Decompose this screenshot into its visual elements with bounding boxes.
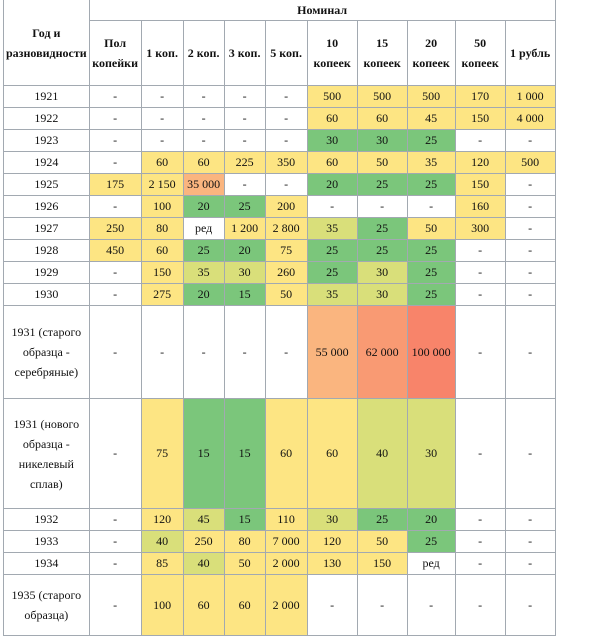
value-cell: 25 [407, 531, 455, 553]
value-cell: - [89, 306, 141, 399]
value-cell: 40 [141, 531, 183, 553]
value-cell: 25 [307, 262, 357, 284]
value-cell: - [455, 284, 505, 306]
value-cell: - [505, 284, 555, 306]
value-cell: 25 [224, 196, 265, 218]
value-cell: - [455, 306, 505, 399]
value-cell: 15 [224, 399, 265, 509]
value-cell: 100 000 [407, 306, 455, 399]
value-cell: - [89, 399, 141, 509]
value-cell: - [505, 240, 555, 262]
value-cell: - [89, 108, 141, 130]
value-cell: 2 000 [265, 553, 307, 575]
value-cell: - [89, 86, 141, 108]
table-row [4, 130, 556, 152]
value-cell: 25 [357, 240, 407, 262]
year-cell: 1926 [4, 196, 90, 218]
value-cell: 500 [407, 86, 455, 108]
value-cell: 60 [307, 152, 357, 174]
value-cell: 25 [407, 174, 455, 196]
value-cell: - [505, 306, 555, 399]
value-cell: ред [407, 553, 455, 575]
value-cell: 30 [224, 262, 265, 284]
value-cell: - [455, 240, 505, 262]
value-cell: - [357, 575, 407, 636]
value-cell: 30 [357, 262, 407, 284]
value-cell: - [265, 86, 307, 108]
table-row [4, 262, 556, 284]
value-cell: - [455, 531, 505, 553]
table-row [4, 399, 556, 509]
value-cell: 50 [357, 531, 407, 553]
value-cell: - [141, 306, 183, 399]
value-cell: 30 [357, 130, 407, 152]
table-row [4, 196, 556, 218]
denomination-header: Пол копейки [89, 21, 141, 86]
table-row [4, 86, 556, 108]
value-cell: ред [183, 218, 224, 240]
value-cell: - [505, 130, 555, 152]
year-cell: 1927 [4, 218, 90, 240]
value-cell: - [224, 86, 265, 108]
value-cell: - [224, 130, 265, 152]
value-cell: 35 000 [183, 174, 224, 196]
value-cell: - [89, 262, 141, 284]
denomination-header: 3 коп. [224, 21, 265, 86]
value-cell: - [455, 553, 505, 575]
value-cell: 25 [407, 130, 455, 152]
table-row [4, 553, 556, 575]
value-cell: 30 [407, 399, 455, 509]
value-cell: 40 [357, 399, 407, 509]
year-cell: 1928 [4, 240, 90, 262]
value-cell: 50 [407, 218, 455, 240]
value-cell: - [224, 306, 265, 399]
value-cell: 500 [307, 86, 357, 108]
value-cell: 25 [407, 262, 455, 284]
denomination-group-header: Номинал [89, 0, 555, 21]
denomination-header: 1 рубль [505, 21, 555, 86]
value-cell: - [89, 509, 141, 531]
value-cell: - [455, 130, 505, 152]
value-cell: 60 [183, 575, 224, 636]
value-cell: - [89, 575, 141, 636]
denomination-header: 15 копеек [357, 21, 407, 86]
value-cell: 150 [455, 108, 505, 130]
value-cell: - [357, 196, 407, 218]
value-cell: - [89, 196, 141, 218]
value-cell: 25 [357, 509, 407, 531]
value-cell: 150 [455, 174, 505, 196]
value-cell: - [141, 130, 183, 152]
value-cell: 50 [357, 152, 407, 174]
table-row [4, 284, 556, 306]
table-row [4, 108, 556, 130]
value-cell: 35 [307, 284, 357, 306]
value-cell: - [141, 86, 183, 108]
value-cell: - [307, 196, 357, 218]
year-cell: 1931 (нового образца - никелевый сплав) [4, 399, 90, 509]
value-cell: 2 800 [265, 218, 307, 240]
value-cell: 85 [141, 553, 183, 575]
value-cell: 200 [265, 196, 307, 218]
table-row [4, 174, 556, 196]
value-cell: - [407, 196, 455, 218]
value-cell: 100 [141, 575, 183, 636]
value-cell: 80 [224, 531, 265, 553]
value-cell: 40 [183, 553, 224, 575]
value-cell: 35 [407, 152, 455, 174]
value-cell: 15 [183, 399, 224, 509]
value-cell: 20 [183, 196, 224, 218]
value-cell: 25 [357, 174, 407, 196]
value-cell: 275 [141, 284, 183, 306]
year-cell: 1930 [4, 284, 90, 306]
value-cell: 120 [141, 509, 183, 531]
value-cell: 130 [307, 553, 357, 575]
value-cell: 120 [307, 531, 357, 553]
denomination-header: 50 копеек [455, 21, 505, 86]
value-cell: 175 [89, 174, 141, 196]
value-cell: 15 [224, 284, 265, 306]
value-cell: 45 [407, 108, 455, 130]
value-cell: - [224, 174, 265, 196]
value-cell: - [183, 108, 224, 130]
table-row [4, 218, 556, 240]
value-cell: 300 [455, 218, 505, 240]
value-cell: 25 [407, 284, 455, 306]
value-cell: - [183, 130, 224, 152]
value-cell: 60 [224, 575, 265, 636]
value-cell: - [505, 575, 555, 636]
value-cell: 60 [141, 152, 183, 174]
year-cell: 1932 [4, 509, 90, 531]
value-cell: - [265, 174, 307, 196]
value-cell: - [455, 262, 505, 284]
value-cell: 75 [265, 240, 307, 262]
value-cell: 1 000 [505, 86, 555, 108]
value-cell: - [265, 130, 307, 152]
value-cell: 2 000 [265, 575, 307, 636]
value-cell: - [505, 262, 555, 284]
value-cell: 100 [141, 196, 183, 218]
value-cell: 30 [307, 509, 357, 531]
value-cell: 60 [307, 108, 357, 130]
value-cell: - [455, 509, 505, 531]
value-cell: 25 [307, 240, 357, 262]
value-cell: 35 [183, 262, 224, 284]
value-cell: - [407, 575, 455, 636]
value-cell: - [89, 553, 141, 575]
denomination-header: 10 копеек [307, 21, 357, 86]
value-cell: 500 [505, 152, 555, 174]
value-cell: 160 [455, 196, 505, 218]
year-header: Год и разновидности [4, 0, 90, 86]
value-cell: 45 [183, 509, 224, 531]
value-cell: 25 [183, 240, 224, 262]
coin-price-table [3, 0, 556, 636]
table-row [4, 509, 556, 531]
value-cell: 20 [224, 240, 265, 262]
value-cell: 500 [357, 86, 407, 108]
table-row [4, 240, 556, 262]
value-cell: 30 [307, 130, 357, 152]
year-cell: 1929 [4, 262, 90, 284]
table-row [4, 531, 556, 553]
value-cell: 50 [224, 553, 265, 575]
value-cell: - [455, 399, 505, 509]
value-cell: 250 [89, 218, 141, 240]
value-cell: 25 [357, 218, 407, 240]
value-cell: - [307, 575, 357, 636]
value-cell: 60 [307, 399, 357, 509]
year-cell: 1923 [4, 130, 90, 152]
table-row [4, 152, 556, 174]
value-cell: - [265, 108, 307, 130]
table-row [4, 575, 556, 636]
value-cell: 50 [265, 284, 307, 306]
value-cell: 2 150 [141, 174, 183, 196]
value-cell: 20 [307, 174, 357, 196]
value-cell: 60 [265, 399, 307, 509]
denomination-header: 1 коп. [141, 21, 183, 86]
year-cell: 1933 [4, 531, 90, 553]
year-cell: 1925 [4, 174, 90, 196]
value-cell: 80 [141, 218, 183, 240]
value-cell: 20 [183, 284, 224, 306]
header-row-group [4, 0, 556, 21]
value-cell: - [505, 196, 555, 218]
value-cell: 260 [265, 262, 307, 284]
value-cell: 350 [265, 152, 307, 174]
value-cell: - [89, 284, 141, 306]
value-cell: 7 000 [265, 531, 307, 553]
value-cell: 120 [455, 152, 505, 174]
value-cell: - [505, 553, 555, 575]
value-cell: - [89, 152, 141, 174]
denomination-header: 20 копеек [407, 21, 455, 86]
year-cell: 1935 (старого образца) [4, 575, 90, 636]
value-cell: 450 [89, 240, 141, 262]
value-cell: 62 000 [357, 306, 407, 399]
value-cell: 170 [455, 86, 505, 108]
value-cell: 55 000 [307, 306, 357, 399]
value-cell: 60 [183, 152, 224, 174]
value-cell: - [89, 130, 141, 152]
value-cell: 30 [357, 284, 407, 306]
value-cell: - [505, 399, 555, 509]
value-cell: - [505, 531, 555, 553]
value-cell: - [505, 509, 555, 531]
table-row [4, 306, 556, 399]
value-cell: - [141, 108, 183, 130]
year-cell: 1934 [4, 553, 90, 575]
value-cell: 60 [141, 240, 183, 262]
value-cell: - [455, 575, 505, 636]
value-cell: 150 [141, 262, 183, 284]
value-cell: 110 [265, 509, 307, 531]
denomination-header: 5 коп. [265, 21, 307, 86]
value-cell: 150 [357, 553, 407, 575]
year-cell: 1931 (старого образца - серебряные) [4, 306, 90, 399]
value-cell: - [224, 108, 265, 130]
value-cell: - [265, 306, 307, 399]
year-cell: 1924 [4, 152, 90, 174]
value-cell: 75 [141, 399, 183, 509]
value-cell: - [505, 218, 555, 240]
value-cell: 4 000 [505, 108, 555, 130]
value-cell: 35 [307, 218, 357, 240]
value-cell: 250 [183, 531, 224, 553]
value-cell: - [89, 531, 141, 553]
denomination-header: 2 коп. [183, 21, 224, 86]
value-cell: 1 200 [224, 218, 265, 240]
value-cell: - [505, 174, 555, 196]
value-cell: - [183, 306, 224, 399]
year-cell: 1922 [4, 108, 90, 130]
value-cell: 20 [407, 509, 455, 531]
value-cell: 60 [357, 108, 407, 130]
value-cell: 225 [224, 152, 265, 174]
table-body [4, 86, 556, 636]
value-cell: - [183, 86, 224, 108]
value-cell: 15 [224, 509, 265, 531]
year-cell: 1921 [4, 86, 90, 108]
value-cell: 25 [407, 240, 455, 262]
